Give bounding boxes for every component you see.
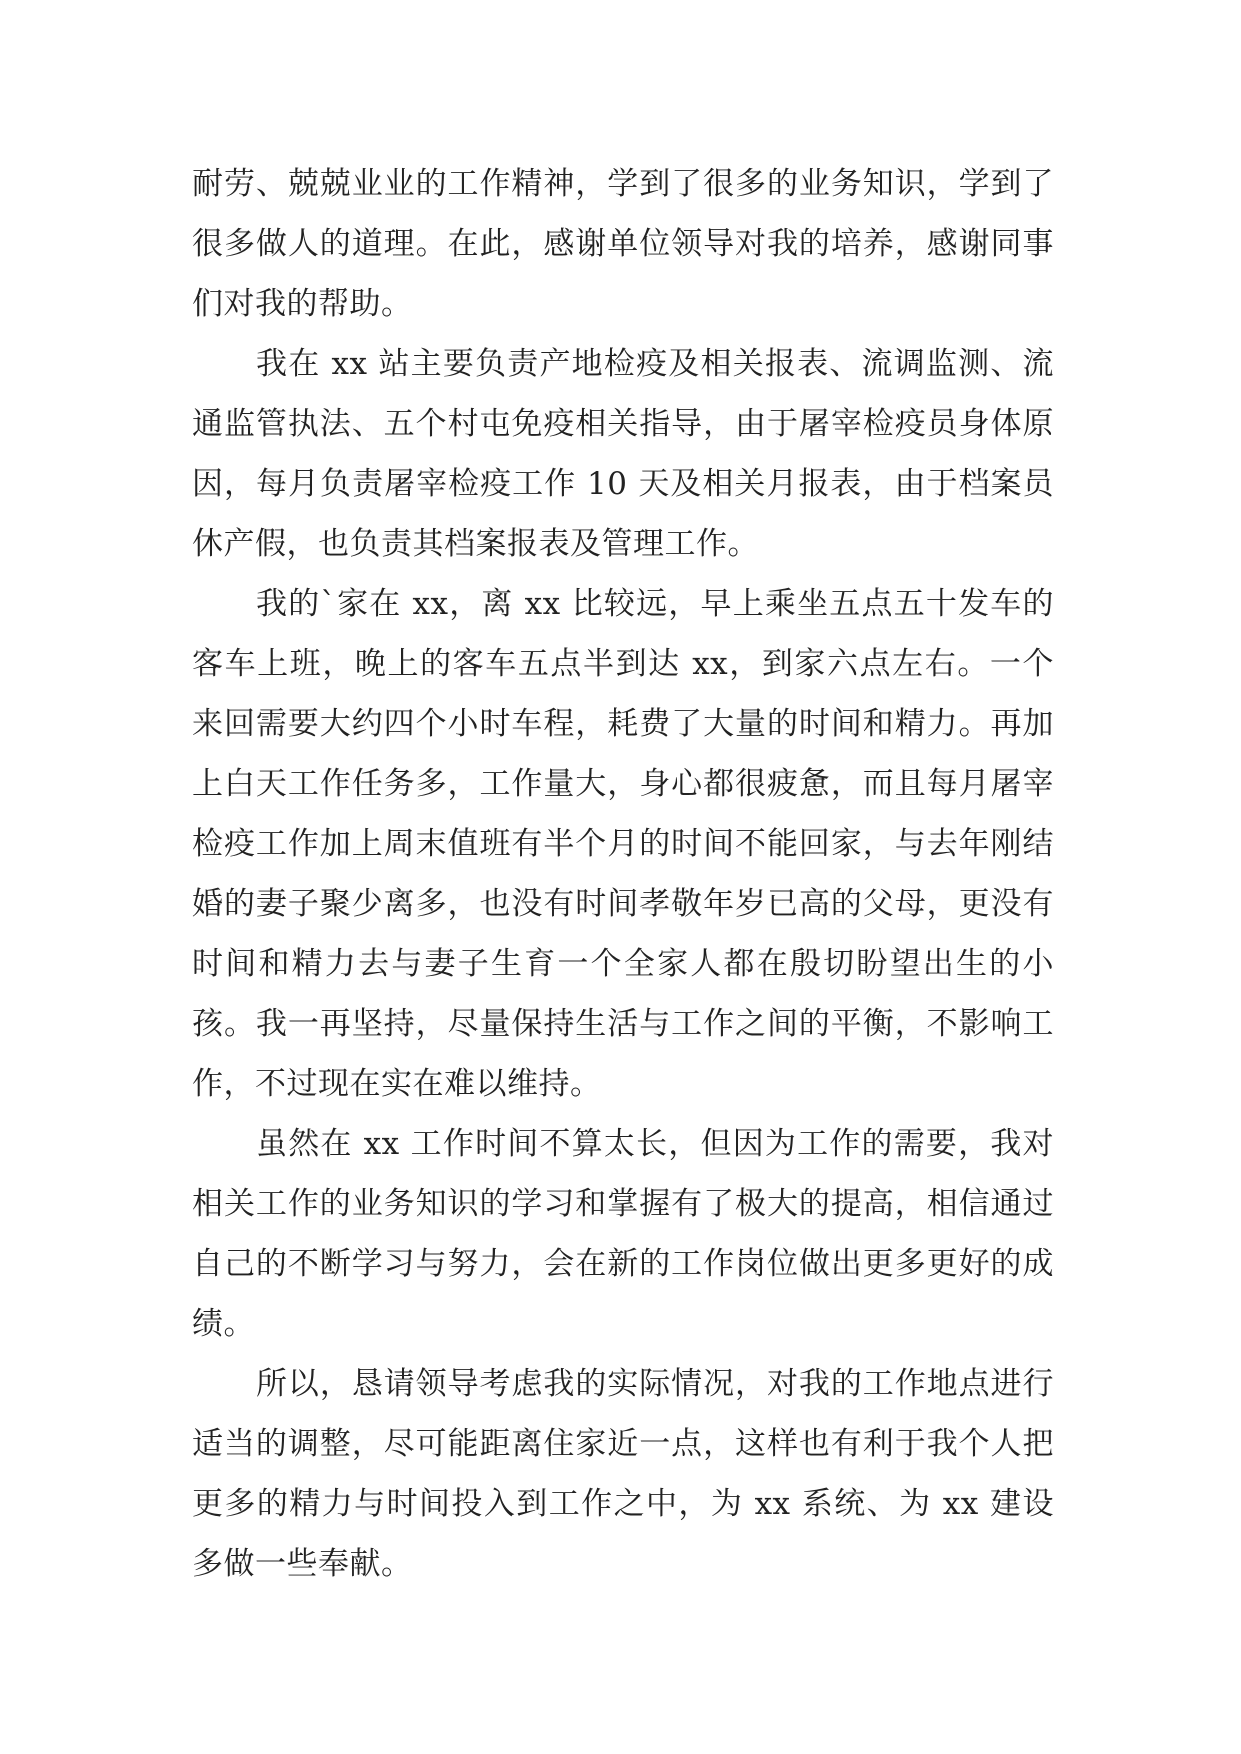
paragraph-1: 耐劳、兢兢业业的工作精神，学到了很多的业务知识，学到了很多做人的道理。在此，感谢单位领导对我的培养，感谢同事们对我的帮助。 (192, 166, 1054, 322)
paragraph-3: 我的`家在 xx，离 xx 比较远，早上乘坐五点五十发车的客车上班，晚上的客车五点半到达 xx，到家六点左右。一个来回需要大约四个小时车程，耗费了大量的时间和精力。再加上白天工作任务多，工作量大，身心都很疲惫，而且每月屠宰检疫工作加上周末值班有半个月的时间不能回家，与去年刚结婚的妻子聚少离多，也没有时间孝敬年岁已高的父母，更没有时间和精力去与妻子生育一个全家人都在殷切盼望出生的小孩。我一再坚持，尽量保持生活与工作之间的平衡，不影响工作，不过现在实在难以维持。 (192, 586, 1054, 1102)
paragraph-4: 虽然在 xx 工作时间不算太长，但因为工作的需要，我对相关工作的业务知识的学习和掌握有了极大的提高，相信通过自己的不断学习与努力，会在新的工作岗位做出更多更好的成绩。 (192, 1126, 1054, 1342)
paragraph-5: 所以，恳请领导考虑我的实际情况，对我的工作地点进行适当的调整，尽可能距离住家近一点，这样也有利于我个人把更多的精力与时间投入到工作之中，为 xx 系统、为 xx 建设多做一些奉献。 (192, 1366, 1054, 1582)
paragraph-2: 我在 xx 站主要负责产地检疫及相关报表、流调监测、流通监管执法、五个村屯免疫相关指导，由于屠宰检疫员身体原因，每月负责屠宰检疫工作 10 天及相关月报表，由于档案员休产假，也负责其档案报表及管理工作。 (192, 346, 1054, 562)
document-body (192, 154, 1054, 1594)
